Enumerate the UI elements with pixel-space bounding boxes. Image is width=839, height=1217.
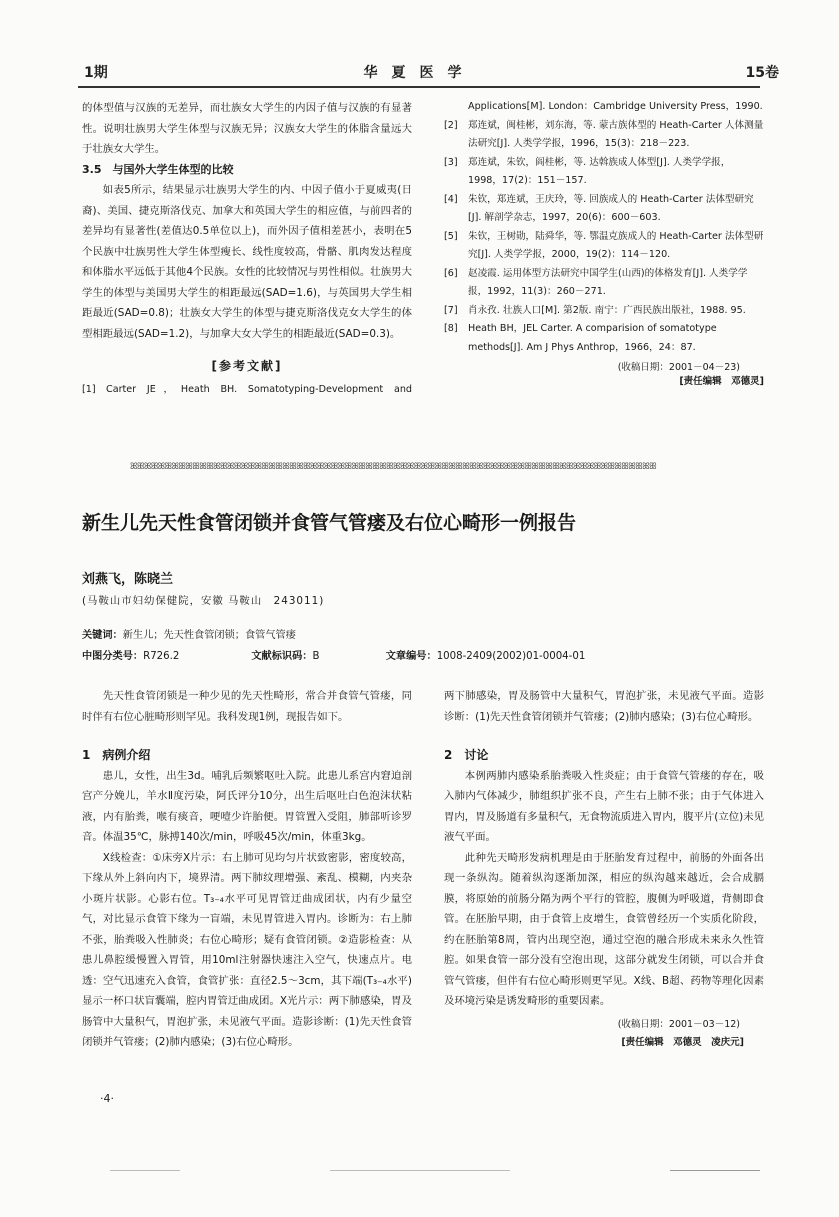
keywords-value: 新生儿；先天性食管闭锁；食管气管瘘 — [122, 630, 296, 641]
article-right-column — [444, 686, 764, 1052]
discussion-paragraph: 此种先天畸形发病机理是由于胚胎发育过程中，前肠的外面各出现一条纵沟。随着纵沟逐渐加深，相应的纵沟越来越近，会合成膈膜，将原始的前肠分隔为两个平行的管腔，腹侧为呼吸道，背侧即食管。在胚胎早期，由于食管上皮增生，食管曾经历一个实质化阶段，约在胚胎第8周，管内出现空泡，通过空泡的融合形成未来永久性管腔。如果食管一部分没有空泡出现，这部分就发生闭锁，可以合并食管气管瘘，但伴有右位心畸形则更罕见。X线、B超、药物等理化因素及环境污染是诱发畸形的重要因素。 — [444, 851, 764, 1007]
case-paragraph-2-left — [82, 848, 412, 1217]
reference-item — [444, 191, 764, 228]
reference-item — [444, 265, 764, 302]
reference-text-continued: Applications[M]. London：Cambridge University Press，1990. — [468, 101, 763, 112]
discussion-paragraph: 本例两肺内感染系胎粪吸入性炎症；由于食管气管瘘的存在，吸入肺内气体减少，肺组织扩张不良，产生右上肺不张；由于气体进入胃内，胃及肠道有多量积气，无食物流质进入胃内，腹平片(立位)未见液气平面。 — [444, 769, 764, 843]
prev-paragraph: 如表5所示，结果显示壮族男大学生的内、中因子值小于夏威夷(日裔)、美国、捷克斯洛伐克、加拿大和英国大学生的相应值，与前四者的差异均有显著性(差值达0.5单位以上)，而外因子值相差甚小，表明在5个民族中壮族男性大学生体型瘦长、线性度较高，骨骼、肌肉发达程度和体脂水平远低于其他4个民族。女性的比较情况与男性相似。壮族男大学生的体型与美国男大学生的相距最远(SAD=1.6)，与英国男大学生相距最近(SAD=0.8)；壮族女大学生的体型与捷克斯洛伐克女大学生的体型相距最远(SAD=1.2)，与加拿大女大学生的相距最近(SAD=0.3)。 — [82, 184, 412, 340]
reference-item — [444, 320, 764, 357]
reference-text: 朱钦，王树勋，陆舜华，等. 鄂温克族成人的 Heath-Carter 法体型研究[J]. 人类学学报，2000，19(2)：114－120. — [468, 230, 764, 260]
reference-item — [82, 381, 412, 399]
article-left-column — [82, 686, 412, 1217]
keywords-line — [82, 626, 296, 641]
reference-text: 郑连斌，朱钦，阎桂彬，等. 达斡族成人体型[J]. 人类学学报，1998，17(2)：151－157. — [468, 156, 731, 186]
reference-text: 肖永孜. 壮族人口[M]. 第2版. 南宁：广西民族出版社，1988. 95. — [468, 304, 746, 316]
prev-article-left-column — [82, 98, 412, 399]
scan-artifact — [670, 1170, 760, 1171]
running-header-issue: 1期 — [84, 65, 108, 81]
doc-code-value: B — [312, 651, 320, 662]
case-paragraph-2-right — [444, 686, 764, 727]
reference-text: 朱钦，郑连斌，王庆玲，等. 回族成人的 Heath-Carter 法体型研究[J]. 解剖学杂志，1997，20(6)：600－603. — [468, 193, 754, 223]
article-title: 新生儿先天性食管闭锁并食管气管瘘及右位心畸形一例报告 — [82, 512, 577, 534]
case-paragraph: 患儿，女性，出生3d。哺乳后频繁呕吐入院。此患儿系宫内窘迫剖宫产分娩儿，羊水Ⅱ度污染，阿氏评分10分，出生后呕吐白色泡沫状粘液，内有胎粪，喉有痰音，哽噎少许胎便。胃管置入受阻，肺部听诊罗音。体温35℃，脉搏140次/min，呼吸45次/min，体重3kg。 — [82, 769, 412, 843]
article-authors: 刘燕飞，陈晓兰 — [82, 572, 174, 587]
reference-number: [5] — [444, 230, 458, 242]
scan-artifact — [110, 1170, 180, 1171]
header-rule — [78, 86, 760, 88]
responsible-editor: [责任编辑 邓德灵] — [679, 376, 764, 387]
prev-paragraph: 的体型值与汉族的无差异，而壮族女大学生的内因子值与汉族的有显著性。说明壮族男大学生体型与汉族无异；汉族女大学生的体脂含量远大于壮族女大学生。 — [82, 102, 412, 155]
section-heading-3-5: 3.5 与国外大学生体型的比较 — [82, 162, 234, 176]
clc-value: R726.2 — [143, 651, 180, 662]
page-number: ·4· — [100, 1092, 114, 1105]
scan-artifact — [330, 1170, 510, 1171]
prev-article-right-column — [444, 98, 764, 387]
reference-text: Carter JE，Heath BH. Somatotyping-Development and — [106, 383, 412, 395]
running-header-journal: 华夏医学 — [363, 65, 476, 81]
reference-item — [444, 117, 764, 154]
reference-item — [444, 302, 764, 321]
section-heading-2: 2 讨论 — [444, 748, 489, 762]
reference-item — [444, 228, 764, 265]
case-paragraph: X线检查：①床旁X片示：右上肺可见均匀片状致密影，密度较高，下缘从外上斜向内下，境界清。两下肺纹理增强、紊乱、模糊，内夹杂小斑片状影。心影右位。T₃₋₄水平可见胃管迂曲成团状，内有少量空气，对比显示食管下缘为一盲端，未见胃管进入胃内。诊断为：右上肺不张，胎粪吸入性肺炎；右位心畸形；疑有食管闭锁。②造影检查：从患儿鼻腔缓慢置入胃管，用10ml注射器快速注入空气，快速点片。电透：空气迅速充入食管，食管扩张：直径2.5～3cm，其下端(T₃₋₄水平)显示一杯口状盲囊端，腔内胃管迂曲成团。X光片示：两下肺感染，胃及肠管中大量积气，胃泡扩张，未见液气平面。造影诊断：(1)先天性食管闭锁并气管瘘；(2)肺内感染；(3)右位心畸形。 — [82, 851, 412, 1048]
reference-number: [6] — [444, 267, 458, 279]
reference-number: [2] — [444, 119, 458, 131]
reference-item — [444, 154, 764, 191]
references-heading: [参考文献] — [211, 359, 283, 373]
clc-label: 中图分类号： — [82, 651, 144, 662]
reference-text: 郑连斌，闽桂彬，刘东海，等. 蒙古族体型的 Heath-Carter 人体测量法研究[J]. 人类学学报，1996，15(3)：218－223. — [468, 119, 764, 149]
doc-code-label: 文献标识码： — [251, 651, 313, 662]
reference-number: [1] — [82, 383, 96, 395]
section-heading-1: 1 病例介绍 — [82, 748, 151, 762]
article-no-label: 文章编号： — [385, 651, 437, 662]
reference-item-continued — [444, 98, 764, 117]
intro-paragraph: 先天性食管闭锁是一种少见的先天性畸形，常合并食管气管瘘，同时伴有右位心脏畸形则罕见。我科发现1例，现报告如下。 — [82, 690, 412, 723]
article-no-value: 1008-2409(2002)01-0004-01 — [436, 651, 586, 662]
classification-line — [82, 647, 682, 662]
ornamental-divider: ꕤꕥꕤꕥꕤꕥꕤꕥꕤꕥꕤꕥꕤꕥꕤꕥꕤꕥꕤꕥꕤꕥꕤꕥꕤꕥꕤꕥꕤꕥꕤꕥꕤꕥꕤꕥꕤꕥꕤꕥꕤꕥꕤꕥꕤꕥꕤꕥꕤꕥꕤꕥꕤꕥꕤꕥꕤꕥꕤꕥꕤꕥꕤꕥꕤꕥꕤꕥꕤꕥꕤꕥꕤꕥꕤꕥ — [130, 462, 656, 472]
received-date: (收稿日期：2001－04－23) — [617, 362, 740, 373]
reference-number: [3] — [444, 156, 458, 168]
article-affiliation: (马鞍山市妇幼保健院，安徽 马鞍山 243011) — [82, 595, 325, 607]
reference-text: Heath BH，JEL Carter. A comparision of somatotype methods[J]. Am J Phys Anthrop，1966，24：87. — [468, 323, 717, 353]
running-header-volume: 15卷 — [745, 65, 779, 81]
keywords-label: 关键词： — [82, 630, 123, 641]
reference-number: [4] — [444, 193, 458, 205]
reference-number: [7] — [444, 304, 458, 316]
reference-number: [8] — [444, 323, 458, 334]
responsible-editor: [责任编辑 邓德灵 凌庆元] — [621, 1036, 744, 1048]
received-date: (收稿日期：2001－03－12) — [617, 1018, 740, 1030]
case-paragraph-continued: 两下肺感染，胃及肠管中大量积气，胃泡扩张，未见液气平面。造影诊断：(1)先天性食管闭锁并气管瘘；(2)肺内感染；(3)右位心畸形。 — [444, 690, 764, 723]
reference-text: 赵凌霞. 运用体型方法研究中国学生(山西)的体格发育[J]. 人类学学报，1992，11(3)：260－271. — [468, 267, 748, 297]
